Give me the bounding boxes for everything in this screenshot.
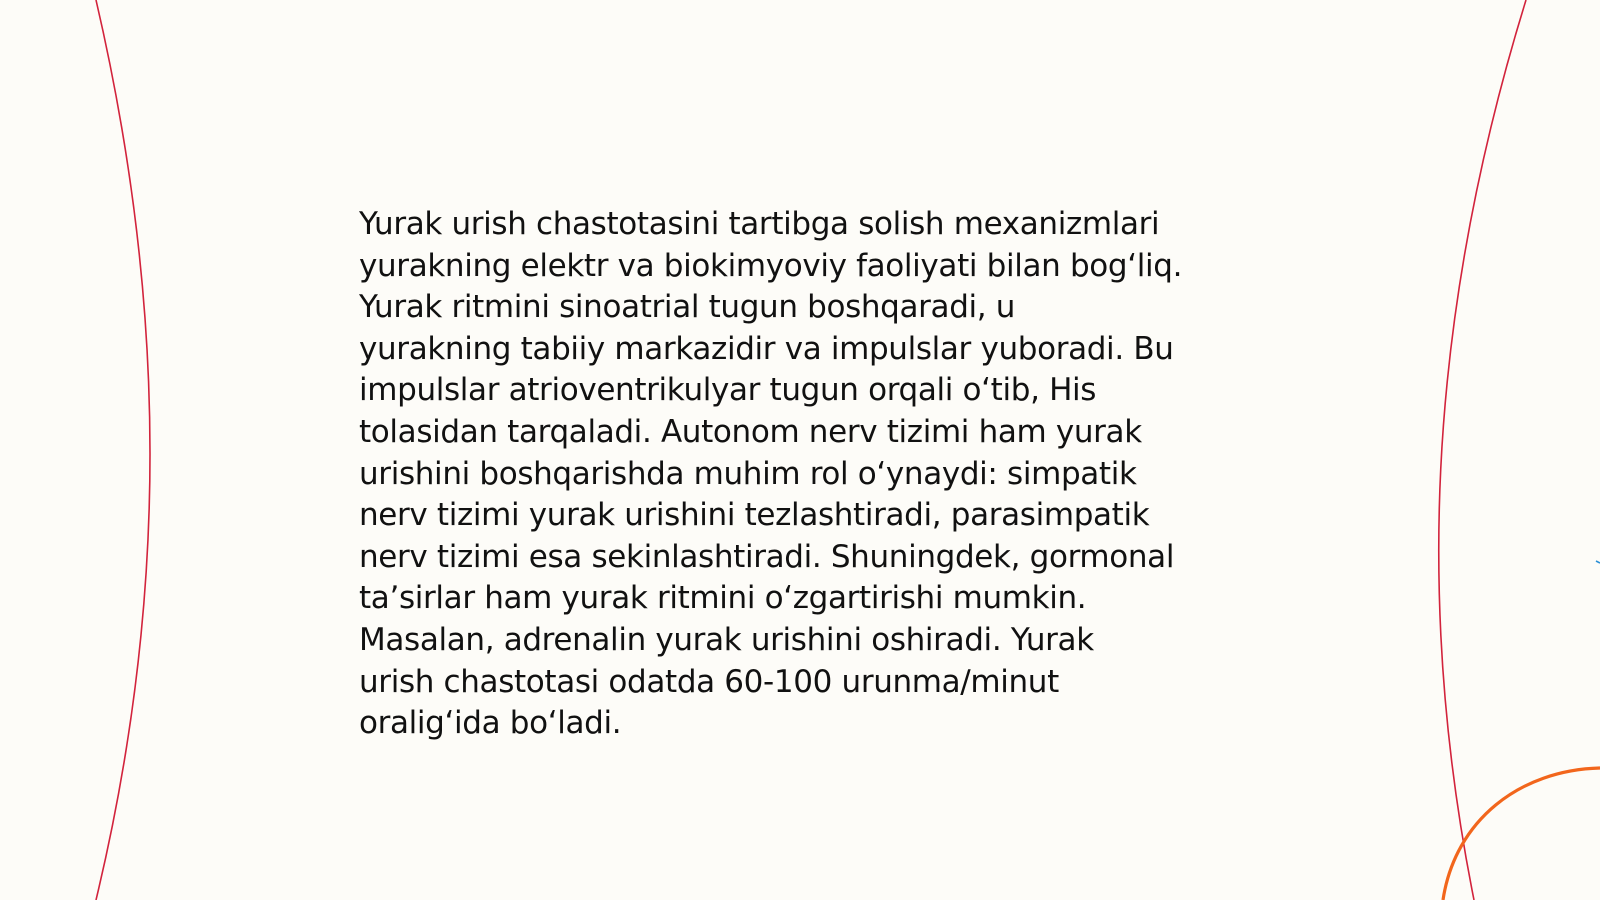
paragraph-line: oralig‘ida bo‘ladi. <box>359 705 622 742</box>
right-curve-line <box>1439 0 1526 900</box>
body-paragraph <box>359 204 1259 745</box>
paragraph-line: yurakning tabiiy markazidir va impulslar yuboradi. Bu <box>359 330 1174 367</box>
paragraph-line: urish chastotasi odatda 60-100 urunma/minut <box>359 663 1059 700</box>
paragraph-line: impulslar atrioventrikulyar tugun orqali o‘tib, His <box>359 372 1097 409</box>
paragraph-line: nerv tizimi esa sekinlashtiradi. Shuningdek, gormonal <box>359 538 1175 575</box>
paragraph-line: tolasidan tarqaladi. Autonom nerv tizimi ham yurak <box>359 413 1142 450</box>
paragraph-line: Masalan, adrenalin yurak urishini oshiradi. Yurak <box>359 621 1094 658</box>
paragraph-line: yurakning elektr va biokimyoviy faoliyati bilan bog‘liq. <box>359 247 1183 284</box>
blue-edge-mark <box>1596 561 1600 563</box>
left-curve-line <box>96 0 150 900</box>
orange-arc <box>1443 768 1600 900</box>
paragraph-line: Yurak urish chastotasini tartibga solish mexanizmlari <box>359 206 1160 242</box>
paragraph-line: nerv tizimi yurak urishini tezlashtiradi, parasimpatik <box>359 497 1150 534</box>
paragraph-line: urishini boshqarishda muhim rol o‘ynaydi: simpatik <box>359 455 1137 492</box>
paragraph-line: ta’sirlar ham yurak ritmini o‘zgartirishi mumkin. <box>359 580 1087 617</box>
paragraph-line: Yurak ritmini sinoatrial tugun boshqaradi, u <box>359 289 1016 326</box>
